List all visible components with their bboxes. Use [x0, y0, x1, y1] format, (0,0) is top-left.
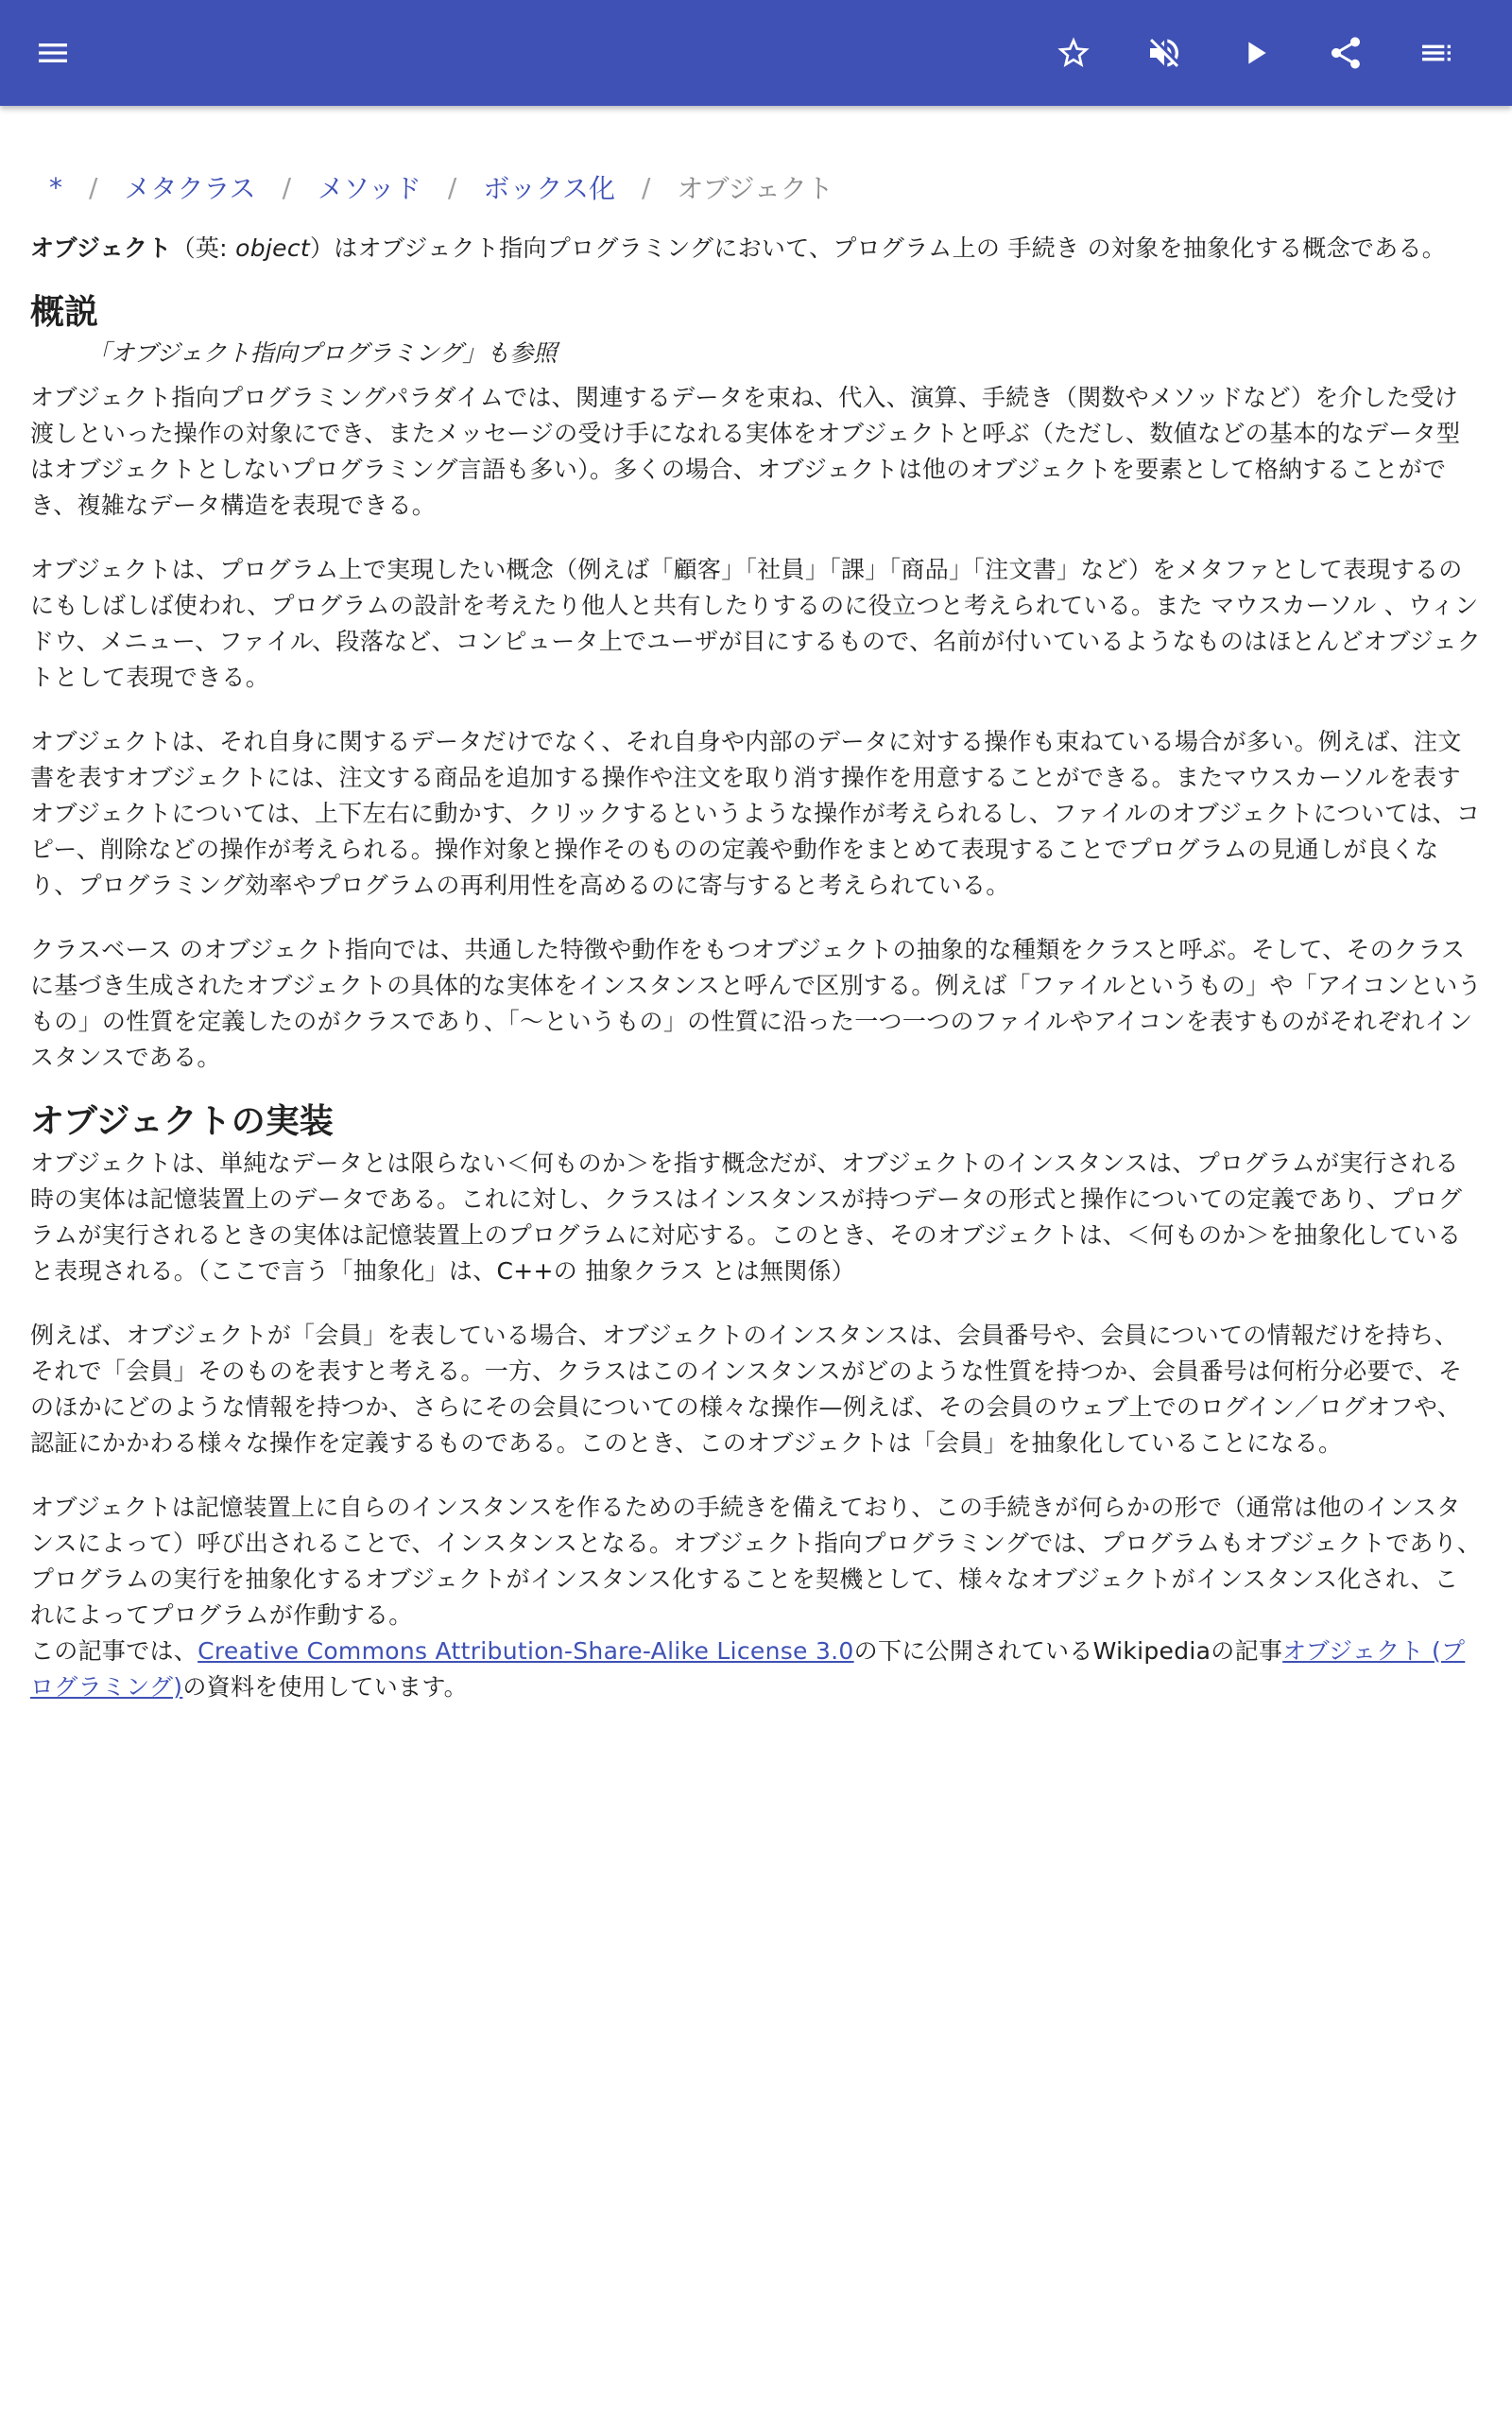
- license-link[interactable]: Creative Commons Attribution-Share-Alike License 3.0: [198, 1637, 854, 1665]
- volume-off-icon: [1145, 34, 1183, 72]
- attribution-footer: [30, 1634, 1482, 1705]
- lead-eng-prefix: （英:: [171, 234, 236, 262]
- breadcrumb-item-root[interactable]: *: [49, 171, 62, 203]
- star-outline-icon: [1055, 34, 1092, 72]
- article-content: [30, 106, 1482, 1705]
- lead-paragraph: [30, 231, 1482, 267]
- breadcrumb-current: オブジェクト: [677, 173, 833, 204]
- breadcrumb-item-metaclass[interactable]: メタクラス: [124, 173, 256, 204]
- breadcrumb-separator: /: [447, 171, 457, 203]
- lead-eng-term: object: [235, 234, 310, 262]
- footer-suffix: の資料を使用しています。: [182, 1673, 468, 1701]
- bookmark-button[interactable]: [1047, 26, 1100, 79]
- breadcrumb-item-boxing[interactable]: ボックス化: [483, 173, 615, 204]
- footer-middle: の下に公開されているWikipediaの記事: [853, 1637, 1283, 1665]
- share-button[interactable]: [1319, 26, 1372, 79]
- table-of-contents-button[interactable]: [1410, 26, 1463, 79]
- play-icon: [1236, 34, 1274, 72]
- section-heading-overview: 概説: [30, 293, 99, 332]
- breadcrumb: [30, 164, 1482, 210]
- app-bar: [0, 0, 1512, 106]
- footer-prefix: この記事では、: [30, 1637, 198, 1665]
- breadcrumb-separator: /: [641, 171, 651, 203]
- menu-icon: [34, 34, 72, 72]
- paragraph: クラスベース のオブジェクト指向では、共通した特徴や動作をもつオブジェクトの抽象的な種類をクラスと呼ぶ。そして、そのクラスに基づき生成されたオブジェクトの具体的な実体をインスタンスと呼んで区別する。例えば「ファイルというもの」や「アイコンというもの」の性質を定義したのがクラスであり、「〜というもの」の性質に沿った一つ一つのファイルやアイコンを表すものがそれぞれインスタンスである。: [30, 936, 1482, 1071]
- paragraph: オブジェクトは、プログラム上で実現したい概念（例えば「顧客」「社員」「課」「商品」「注文書」など）をメタファとして表現するのにもしばしば使われ、プログラムの設計を考えたり他人と共有したりするのに役立つと考えられている。また マウスカーソル 、ウィンドウ、メニュー、ファイル、段落など、コンピュータ上でユーザが目にするもので、名前が付いているようなものはほとんどオブジェクトとして表現できる。: [30, 556, 1482, 691]
- source-article-link[interactable]: オブジェクト (プログラミング): [30, 1637, 1466, 1701]
- breadcrumb-item-method[interactable]: メソッド: [318, 173, 421, 204]
- paragraph: オブジェクトは、単純なデータとは限らない＜何ものか＞を指す概念だが、オブジェクトのインスタンスは、プログラムが実行される時の実体は記憶装置上のデータである。これに対し、クラスはインスタンスが持つデータの形式と操作についての定義であり、プログラムが実行されるときの実体は記憶装置上のプログラムに対応する。このとき、そのオブジェクトは、＜何ものか＞を抽象化していると表現される。（ここで言う「抽象化」は、C++の 抽象クラス とは無関係）: [30, 1150, 1463, 1285]
- section-heading-implementation: オブジェクトの実装: [30, 1102, 334, 1141]
- paragraph: 例えば、オブジェクトが「会員」を表している場合、オブジェクトのインスタンスは、会員番号や、会員についての情報だけを持ち、それで「会員」そのものを表すと考える。一方、クラスはこのインスタンスがどのような性質を持つか、会員番号は何桁分必要で、そのほかにどのような情報を持つか、さらにその会員についての様々な操作—例えば、その会員のウェブ上でのログイン／ログオフや、認証にかかわる様々な操作を定義するものである。このとき、このオブジェクトは「会員」を抽象化していることになる。: [30, 1322, 1463, 1457]
- lead-term: オブジェクト: [30, 234, 172, 262]
- menu-button[interactable]: [26, 26, 79, 79]
- breadcrumb-separator: /: [282, 171, 292, 203]
- lead-rest: ）はオブジェクト指向プログラミングにおいて、プログラム上の 手続き の対象を抽象化する概念である。: [309, 234, 1447, 262]
- toc-list-icon: [1418, 34, 1455, 72]
- breadcrumb-separator: /: [89, 171, 98, 203]
- paragraph: オブジェクトは、それ自身に関するデータだけでなく、それ自身や内部のデータに対する操作も束ねている場合が多い。例えば、注文書を表すオブジェクトには、注文する商品を追加する操作や注文を取り消す操作を用意することができる。またマウスカーソルを表すオブジェクトについては、上下左右に動かす、クリックするというような操作が考えられるし、ファイルのオブジェクトについては、コピー、削除などの操作が考えられる。操作対象と操作そのものの定義や動作をまとめて表現することでプログラムの見通しが良くなり、プログラミング効率やプログラムの再利用性を高めるのに寄与すると考えられている。: [30, 728, 1481, 899]
- paragraph: オブジェクトは記憶装置上に自らのインスタンスを作るための手続きを備えており、この手続きが何らかの形で（通常は他のインスタンスによって）呼び出されることで、インスタンスとなる。オブジェクト指向プログラミングでは、プログラムもオブジェクトであり、プログラムの実行を抽象化するオブジェクトがインスタンス化することを契機として、様々なオブジェクトがインスタンス化され、これによってプログラムが作動する。: [30, 1494, 1482, 1629]
- mute-button[interactable]: [1138, 26, 1191, 79]
- play-button[interactable]: [1228, 26, 1281, 79]
- paragraph: オブジェクト指向プログラミングパラダイムでは、関連するデータを束ね、代入、演算、手続き（関数やメソッドなど）を介した受け渡しといった操作の対象にでき、またメッセージの受け手になれる実体をオブジェクトと呼ぶ（ただし、数値などの基本的なデータ型はオブジェクトとしないプログラミング言語も多い）。多くの場合、オブジェクトは他のオブジェクトを要素として格納することができ、複雑なデータ構造を表現できる。: [30, 384, 1461, 519]
- hatnote: 「オブジェクト指向プログラミング」も参照: [87, 339, 558, 367]
- share-icon: [1327, 34, 1365, 72]
